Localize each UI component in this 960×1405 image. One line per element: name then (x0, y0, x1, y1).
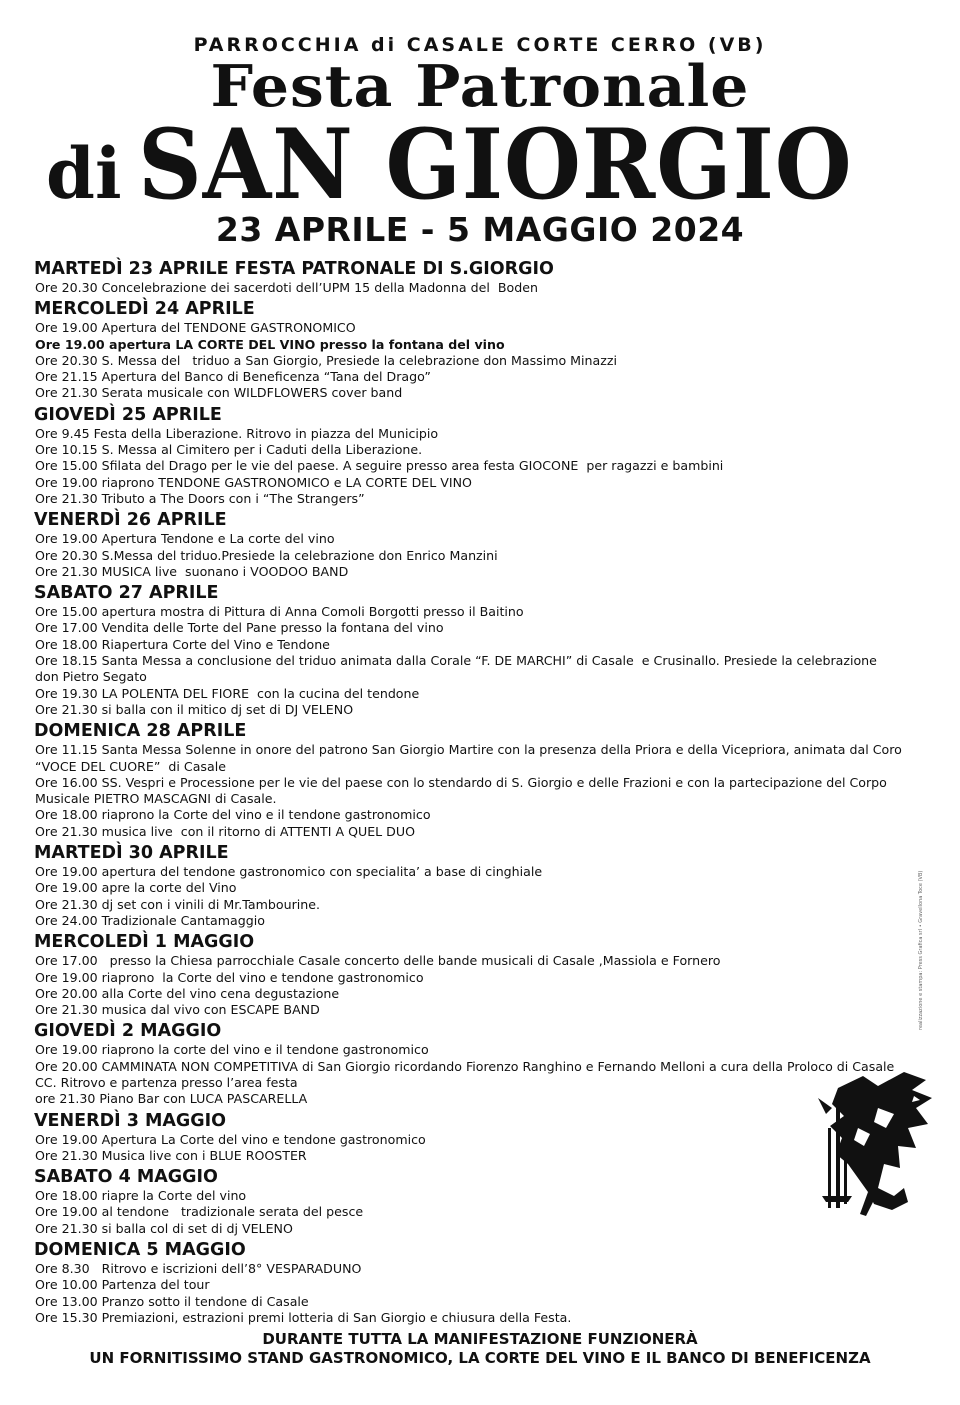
day-block (34, 1020, 904, 1107)
event-text: Ore 21.30 musica live con il ritorno di ATTENTI A QUEL DUO (35, 823, 416, 839)
event-line (34, 1059, 904, 1092)
event-text: Ore 8.30 Ritrovo e iscrizioni dell’8° VESPARADUNO (35, 1261, 362, 1277)
event-line (34, 775, 904, 808)
event-line (34, 1188, 904, 1204)
event-text: Ore 18.00 riaprono la Corte del vino e il tendone gastronomico (35, 807, 431, 823)
footer-line-2: UN FORNITISSIMO STAND GASTRONOMICO, LA CORTE DEL VINO E IL BANCO DI BENEFICENZA (89, 1349, 871, 1367)
event-text: Ore 20.00 CAMMINATA NON COMPETITIVA di San Giorgio ricordando Fiorenzo Ranghino e Fernando Melloni a cura della Proloco di Casale CC. Ritrovo e partenza presso l’area festa (35, 1058, 899, 1090)
event-text: Ore 17.00 Vendita delle Torte del Pane presso la fontana del vino (35, 620, 444, 636)
event-line (34, 1261, 904, 1277)
event-text: Ore 16.00 SS. Vespri e Processione per le vie del paese con lo stendardo di S. Giorgio e delle Frazioni e con la partecipazione del Corpo Musicale PIETRO MASCAGNI di Casale. (35, 774, 891, 807)
event-line (34, 1204, 904, 1220)
event-line (34, 1002, 904, 1018)
event-line (34, 426, 904, 442)
day-heading: MARTEDÌ 30 APRILE (34, 843, 229, 864)
event-text: Ore 19.00 apre la corte del Vino (35, 880, 237, 896)
event-text: Ore 21.30 Musica live con i BLUE ROOSTER (35, 1147, 307, 1163)
event-text: Ore 19.00 al tendone tradizionale serata del pesce (35, 1204, 364, 1220)
event-line (34, 320, 904, 336)
day-block (34, 720, 904, 840)
poster-title-line1: Festa Patronale (210, 53, 750, 121)
printer-credit: realizzazione e stampa: Press Grafica srl • Gravellona Toce (VB) (918, 870, 924, 1030)
event-text: Ore 21.15 Apertura del Banco di Beneficenza “Tana del Drago” (35, 369, 431, 385)
event-text: Ore 21.30 MUSICA live suonano i VOODOO BAND (35, 563, 349, 579)
day-heading: GIOVEDÌ 25 APRILE (34, 404, 222, 425)
event-line (34, 986, 904, 1002)
day-block (34, 509, 904, 580)
event-text: Ore 21.30 dj set con i vinili di Mr.Tambourine. (35, 896, 320, 912)
festival-dates: 23 APRILE - 5 MAGGIO 2024 (215, 210, 745, 249)
event-text: Ore 21.30 si balla con il mitico dj set di DJ VELENO (35, 701, 354, 717)
event-line (34, 369, 904, 385)
event-text: Ore 19.00 riaprono la corte del vino e il tendone gastronomico (35, 1042, 429, 1058)
footer-note (0, 1330, 960, 1368)
event-text: Ore 19.00 Apertura La Corte del vino e tendone gastronomico (35, 1131, 426, 1147)
event-line (34, 1310, 904, 1326)
event-text: Ore 19.00 riaprono TENDONE GASTRONOMICO e LA CORTE DEL VINO (35, 474, 472, 490)
title-di: di (46, 132, 122, 215)
event-line (34, 1294, 904, 1310)
day-block (34, 931, 904, 1018)
event-line (34, 604, 904, 620)
event-line (34, 686, 904, 702)
day-heading: GIOVEDÌ 2 MAGGIO (34, 1021, 222, 1042)
event-line (34, 653, 904, 686)
event-text: Ore 18.00 riapre la Corte del vino (35, 1188, 247, 1204)
event-text: Ore 19.00 Apertura del TENDONE GASTRONOMICO (35, 320, 356, 336)
event-text: Ore 19.30 LA POLENTA DEL FIORE con la cucina del tendone (35, 685, 420, 701)
event-text: Ore 19.00 apertura del tendone gastronomico con specialita’ a base di cinghiale (35, 864, 543, 880)
event-line (34, 1042, 904, 1058)
event-text: Ore 10.00 Partenza del tour (35, 1277, 210, 1293)
event-text: Ore 19.00 apertura LA CORTE DEL VINO presso la fontana del vino (35, 336, 505, 352)
event-line (34, 970, 904, 986)
day-heading: DOMENICA 5 MAGGIO (34, 1240, 246, 1261)
event-text: Ore 13.00 Pranzo sotto il tendone di Casale (35, 1293, 309, 1309)
event-line (34, 1132, 904, 1148)
event-line (34, 620, 904, 636)
day-block (34, 1110, 904, 1165)
program-schedule (34, 256, 904, 1326)
event-line (34, 897, 904, 913)
event-line (34, 1221, 904, 1237)
day-block (34, 258, 904, 296)
day-block (34, 298, 904, 401)
footer-line-1: DURANTE TUTTA LA MANIFESTAZIONE FUNZIONERÀ (262, 1330, 698, 1348)
event-line (34, 442, 904, 458)
event-line (34, 1277, 904, 1293)
event-text: Ore 18.00 Riapertura Corte del Vino e Tendone (35, 636, 330, 652)
day-block (34, 582, 904, 718)
event-line (34, 548, 904, 564)
event-text: Ore 21.30 Serata musicale con WILDFLOWERS cover band (35, 385, 403, 401)
event-line (34, 531, 904, 547)
event-text: Ore 20.00 alla Corte del vino cena degustazione (35, 985, 340, 1001)
event-line (34, 1091, 904, 1107)
event-text: Ore 20.30 Concelebrazione dei sacerdoti dell’UPM 15 della Madonna del Boden (35, 280, 538, 295)
event-text: Ore 19.00 Apertura Tendone e La corte del vino (35, 531, 335, 547)
day-heading: SABATO 4 MAGGIO (34, 1167, 218, 1188)
day-block (34, 404, 904, 507)
event-line (34, 337, 904, 353)
event-text: Ore 11.15 Santa Messa Solenne in onore del patrono San Giorgio Martire con la presenza della Priora e della Vicepriora, animata dal Coro “VOCE DEL CUORE” di Casale (35, 742, 906, 774)
day-heading: MERCOLEDÌ 1 MAGGIO (34, 932, 255, 953)
event-line (34, 280, 904, 296)
event-text: Ore 24.00 Tradizionale Cantamaggio (35, 912, 265, 928)
day-heading: MARTEDÌ 23 APRILE FESTA PATRONALE DI S.GIORGIO (34, 259, 554, 279)
event-line (34, 824, 904, 840)
event-text: Ore 15.30 Premiazioni, estrazioni premi lotteria di San Giorgio e chiusura della Festa. (35, 1309, 572, 1325)
event-line (34, 864, 904, 880)
day-block (34, 842, 904, 929)
day-heading: VENERDÌ 26 APRILE (34, 510, 227, 531)
event-line (34, 564, 904, 580)
event-line (34, 742, 904, 775)
event-text: Ore 15.00 apertura mostra di Pittura di Anna Comoli Borgotti presso il Baitino (35, 604, 524, 620)
title-saint-name: SAN GIORGIO (138, 108, 853, 221)
event-line (34, 702, 904, 718)
event-text: Ore 20.30 S.Messa del triduo.Presiede la celebrazione don Enrico Manzini (35, 547, 498, 563)
event-line (34, 880, 904, 896)
event-text: Ore 10.15 S. Messa al Cimitero per i Caduti della Liberazione. (35, 442, 423, 458)
event-line (34, 637, 904, 653)
event-text: Ore 21.30 Tributo a The Doors con i “The Strangers” (35, 490, 365, 506)
day-heading: DOMENICA 28 APRILE (34, 721, 247, 742)
day-block (34, 1166, 904, 1237)
dragon-emblem-icon (808, 1068, 938, 1218)
event-text: Ore 21.30 musica dal vivo con ESCAPE BAND (35, 1002, 320, 1018)
parish-name: PARROCCHIA di CASALE CORTE CERRO (VB) (193, 34, 767, 56)
event-line (34, 458, 904, 474)
event-text: Ore 20.30 S. Messa del triduo a San Giorgio, Presiede la celebrazione don Massimo Minazzi (35, 352, 617, 368)
event-line (34, 491, 904, 507)
poster-title-line2 (46, 108, 946, 221)
event-line (34, 913, 904, 929)
event-line (34, 953, 904, 969)
day-heading: SABATO 27 APRILE (34, 583, 219, 604)
event-line (34, 385, 904, 401)
day-heading: MERCOLEDÌ 24 APRILE (34, 299, 255, 320)
event-text: Ore 15.00 Sfilata del Drago per le vie del paese. A seguire presso area festa GIOCONE per ragazzi e bambini (35, 458, 724, 474)
event-line (34, 807, 904, 823)
event-text: Ore 21.30 si balla col di set di dj VELENO (35, 1220, 293, 1236)
event-line (34, 1148, 904, 1164)
event-line (34, 353, 904, 369)
day-heading: VENERDÌ 3 MAGGIO (34, 1110, 227, 1131)
day-block (34, 1239, 904, 1326)
event-text: Ore 17.00 presso la Chiesa parrocchiale Casale concerto delle bande musicali di Casale ,Massiola e Fornero (35, 953, 721, 969)
event-text: Ore 18.15 Santa Messa a conclusione del triduo animata dalla Corale “F. DE MARCHI” di Casale e Crusinallo. Presiede la celebrazione don Pietro Segato (35, 653, 881, 685)
event-text: Ore 19.00 riaprono la Corte del vino e tendone gastronomico (35, 969, 424, 985)
event-text: Ore 9.45 Festa della Liberazione. Ritrovo in piazza del Municipio (35, 425, 439, 441)
event-text: ore 21.30 Piano Bar con LUCA PASCARELLA (35, 1091, 308, 1107)
event-line (34, 475, 904, 491)
